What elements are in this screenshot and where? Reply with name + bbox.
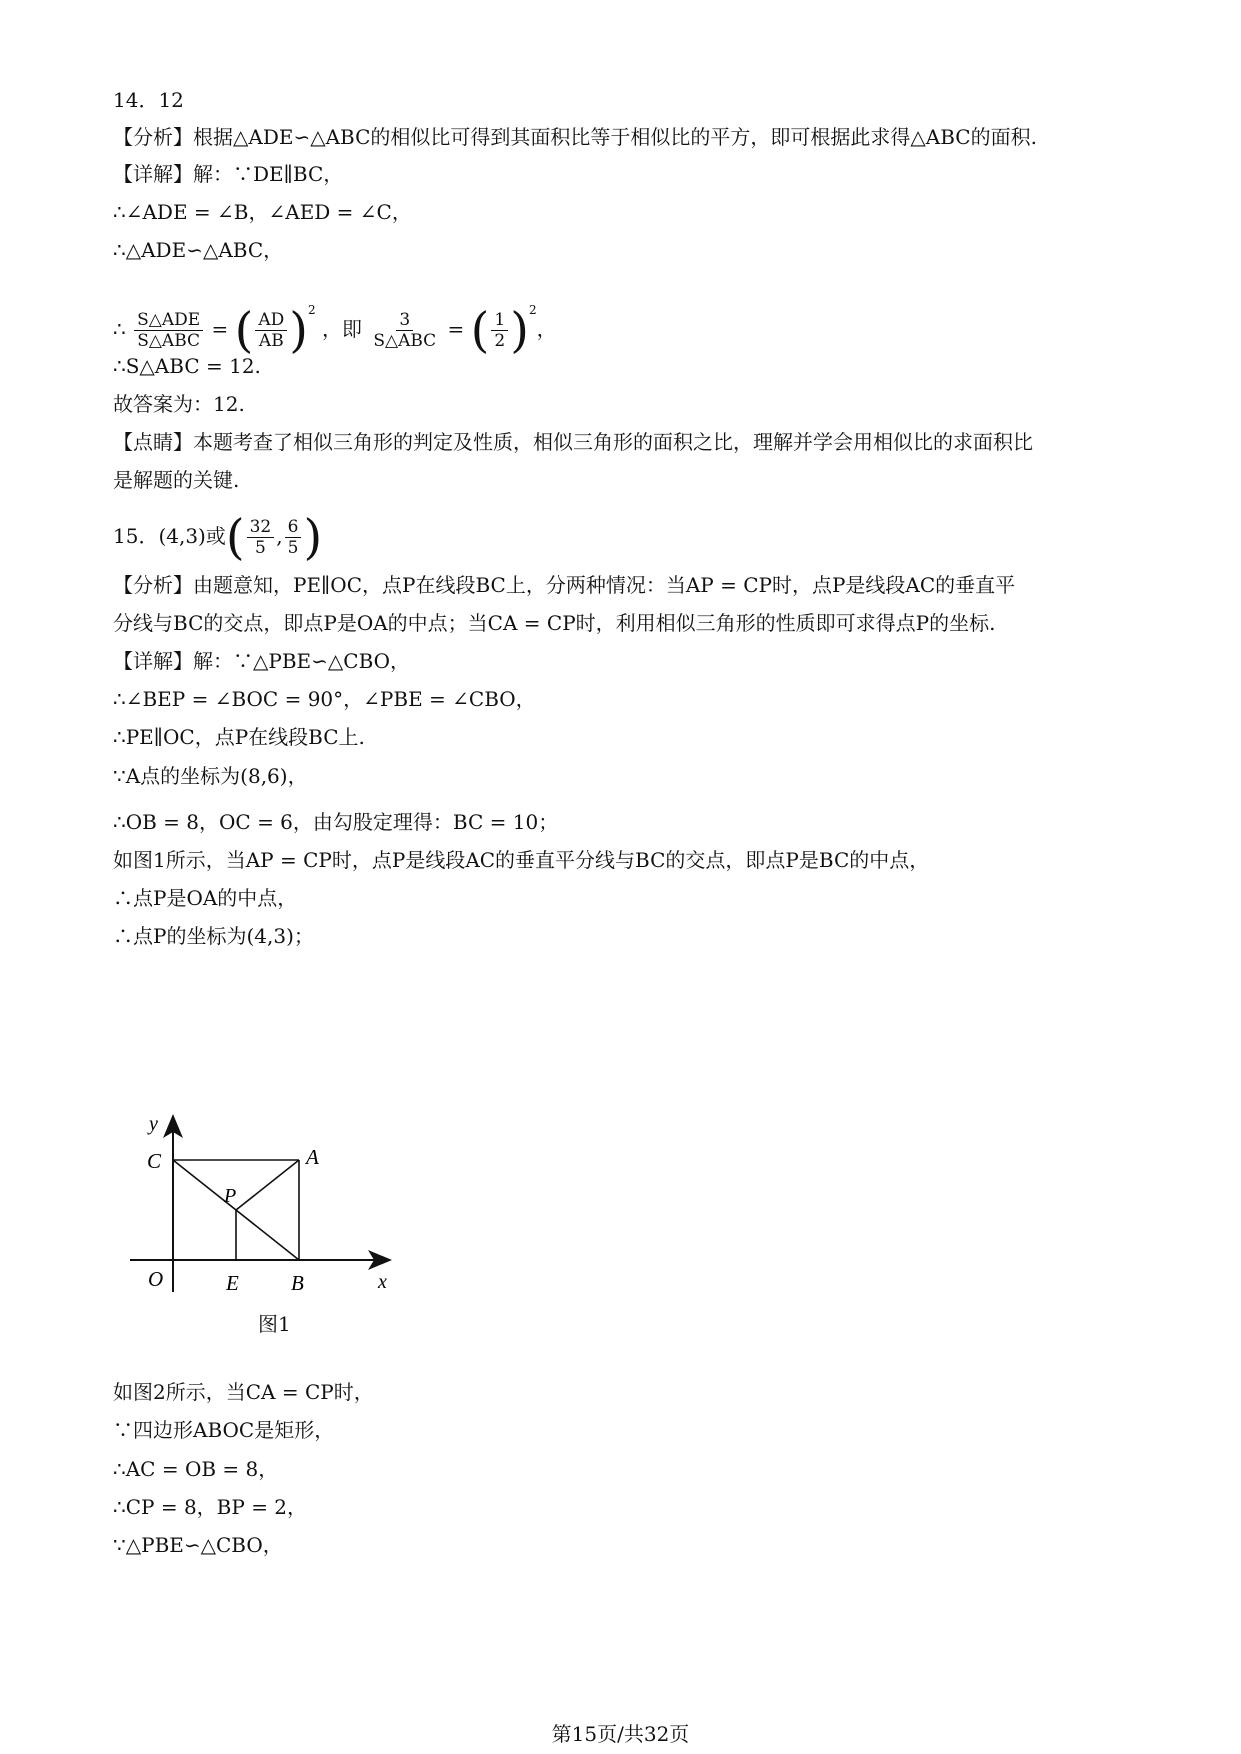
therefore-symbol: ∴ [113,317,126,341]
comma: , [276,524,283,548]
area-fraction-ade-abc [134,310,203,351]
label-x: x [378,1271,387,1293]
fraction-numerator: 32 [247,517,275,538]
fraction-numerator: S△ADE [134,310,203,331]
fraction-denominator: 5 [287,538,299,558]
label-y: y [149,1113,158,1135]
problem-15-step-6: ∴点P是OA的中点， [113,886,298,910]
fraction-denominator: S△ABC [137,331,201,351]
problem-14-analysis: 【分析】根据△ADE∽△ABC的相似比可得到其面积比等于相似比的平方，即可根据此求得△ABC的面积. [113,125,1037,149]
problem-15-step-3: ∵A点的坐标为(8,6)， [113,764,308,788]
problem-15-detail: 【详解】解：∵△PBE∽△CBO， [113,649,411,673]
problem-15-step-8: 如图2所示，当CA = CP时， [113,1380,374,1404]
fraction-6-5 [285,517,302,558]
problem-15-step-4: ∴OB = 8，OC = 6，由勾股定理得：BC = 10； [113,810,559,834]
exponent: 2 [528,303,537,317]
fraction-denominator: AB [258,331,284,351]
problem-15-analysis-line-2: 分线与BC的交点，即点P是OA的中点；当CA = CP时，利用相似三角形的性质即可求得点P的坐标. [113,611,996,635]
problem-15-step-5: 如图1所示，当AP = CP时，点P是线段AC的垂直平分线与BC的交点，即点P是BC的中点， [113,848,930,872]
fraction-numerator: 3 [396,310,413,331]
fraction-32-5 [247,517,275,558]
fraction-numerator: AD [255,310,287,331]
problem-15-step-12: ∵△PBE∽△CBO， [113,1533,283,1557]
label-a: A [306,1145,319,1169]
equals-sign: = [447,317,465,341]
problem-15-heading: 15．(4,3)或( $\frac{32}{5}$ , $\frac{6}{5}$ ) [113,509,323,566]
problem-14-step-4: ∴S△ABC = 12. [113,354,261,378]
segment-ap [236,1160,299,1210]
problem-15-step-2: ∴PE∥OC，点P在线段BC上. [113,725,365,749]
problem-14-ratio-equation: ∴ $\frac{\text{S△ADE}}{\text{S△ABC}}$ = ( $\frac{AD}{AB}$ )$^2$ ，即 $\frac{3}{\text{S△ABC}}$ = ( $\frac{1}{2}$ )$^2$， [113,302,557,359]
problem-14-answer: 故答案为：12. [113,392,245,416]
label-b: B [291,1271,304,1295]
problem-15-step-1: ∴∠BEP = ∠BOC = 90°，∠PBE = ∠CBO， [113,687,536,711]
fraction-denominator: 5 [255,538,266,558]
comma: ， [536,317,557,341]
heading-prefix: 15．(4,3)或 [113,524,226,548]
label-p: P [224,1185,237,1207]
problem-15-step-11: ∴CP = 8，BP = 2， [113,1495,308,1519]
problem-15-analysis-line-1: 【分析】由题意知，PE∥OC，点P在线段BC上，分两种情况：当AP = CP时，点P是线段AC的垂直平 [113,573,1016,597]
problem-14-comment-line-2: 是解题的关键. [113,468,240,492]
fraction-one-half [491,310,508,351]
fraction-denominator: 2 [494,331,506,351]
area-fraction-3-abc [370,310,439,351]
label-o: O [148,1267,164,1291]
label-c: C [147,1149,162,1173]
exponent: 2 [308,303,316,317]
problem-14-detail: 【详解】解：∵DE∥BC， [113,162,344,186]
fraction-numerator: 1 [491,310,508,331]
fraction-denominator: S△ABC [373,331,437,351]
figure-1-caption: 图1 [258,1312,291,1336]
label-e: E [226,1271,239,1295]
problem-15-step-10: ∴AC = OB = 8， [113,1457,279,1481]
problem-15-step-7: ∴点P的坐标为(4,3)； [113,924,314,948]
problem-14-step-1: ∴∠ADE = ∠B，∠AED = ∠C， [113,200,412,224]
page-footer: 第15页/共32页 [551,1722,690,1746]
equals-sign: = [211,317,229,341]
problem-14-heading: 14．12 [113,88,184,112]
fraction-numerator: 6 [285,517,302,538]
problem-14-step-2: ∴△ADE∽△ABC， [113,238,284,262]
problem-14-comment-line-1: 【点睛】本题考查了相似三角形的判定及性质，相似三角形的面积之比，理解并学会用相似比的求面积比 [113,430,1033,454]
problem-15-step-9: ∵四边形ABOC是矩形， [113,1418,335,1442]
side-fraction-ad-ab [255,310,287,351]
connector-text: ，即 [322,317,363,341]
figure-1-diagram [125,1110,405,1325]
